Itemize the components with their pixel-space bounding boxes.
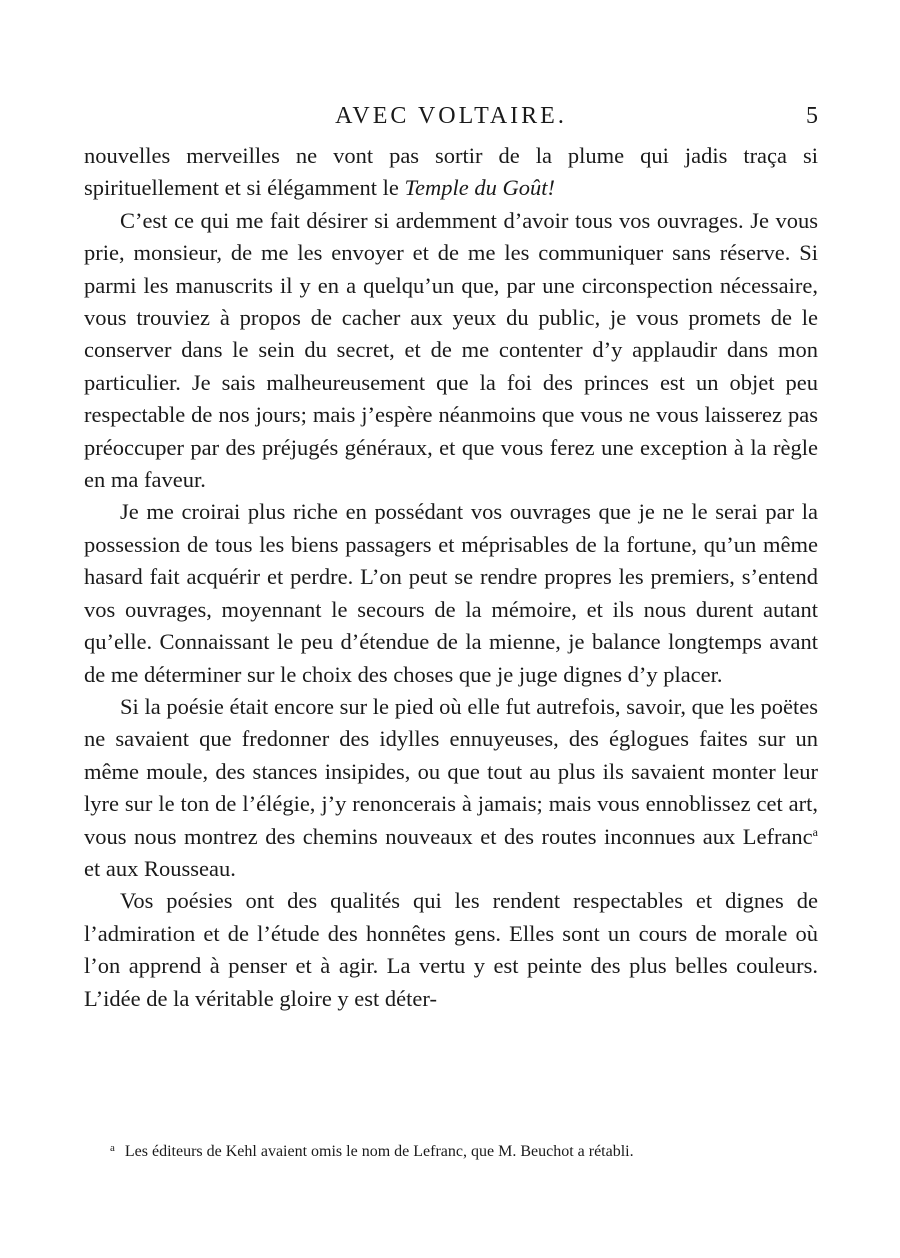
footnote bbox=[110, 1136, 818, 1164]
paragraph-4-text: Si la poésie était encore sur le pied où elle fut autrefois, savoir, que les poëtes ne savaient que fredonner des idylles ennuyeuses, des églogues faites sur un même moule, des stances insipides, ou que tout au plus ils savaient monter leur lyre sur le ton de l’élégie, j’y renoncerais à jamais; mais vous ennoblissez cet art, vous nous montrez des chemins nouveaux et des routes inconnues aux Lefranc bbox=[84, 693, 818, 849]
temple-du-gout-title: Temple du Goût! bbox=[404, 175, 555, 201]
footnote-text: Les éditeurs de Kehl avaient omis le nom de Lefranc, que M. Beuchot a rétabli. bbox=[124, 1143, 634, 1160]
paragraph-4-end: et aux Rousseau. bbox=[84, 855, 236, 881]
paragraph-3: Je me croirai plus riche en possédant vos ouvrages que je ne le serai par la possession de tous les biens passagers et méprisables de la fortune, qu’un même hasard fait acquérir et perdre. L’on peut se rendre propres les premiers, s’entend vos ouvrages, moyennant le secours de la mémoire, et ils nous durent autant qu’elle. Connaissant le peu d’étendue de la mienne, je balance longtemps avant de me déterminer sur le choix des choses que je juge dignes d’y placer. bbox=[84, 499, 818, 687]
footnote-reference-mark: a bbox=[812, 824, 818, 839]
paragraph-5: Vos poésies ont des qualités qui les rendent respectables et dignes de l’admiration et de l’étude des honnêtes gens. Elles sont un cours de morale où l’on apprend à penser et à agir. La vertu y est peinte des plus belles couleurs. L’idée de la véritable gloire y est déter- bbox=[84, 888, 818, 1011]
footnote-letter: a bbox=[110, 1142, 115, 1154]
paragraph-1-text: nouvelles merveilles ne vont pas sortir de la plume qui jadis traça si spirituellement et si élégamment le bbox=[84, 143, 818, 201]
running-title: AVEC VOLTAIRE. bbox=[335, 103, 567, 129]
running-head bbox=[84, 98, 818, 134]
page-number: 5 bbox=[806, 103, 818, 129]
paragraph-4 bbox=[84, 691, 818, 885]
paragraph-2: C’est ce qui me fait désirer si ardemment d’avoir tous vos ouvrages. Je vous prie, monsieur, de me les envoyer et de me les communiquer sans réserve. Si parmi les manuscrits il y en a quelqu’un que, par une circonspection nécessaire, vous trouviez à propos de cacher aux yeux du public, je vous promets de le conserver dans le sein du secret, et de me contenter d’y applaudir dans mon particulier. Je sais malheureusement que la foi des princes est un objet peu respectable de nos jours; mais j’espère néanmoins que vous ne vous laisserez pas préoccuper par des préjugés généraux, et que vous ferez une exception à la règle en ma faveur. bbox=[84, 207, 818, 493]
paragraph-1 bbox=[84, 140, 818, 205]
body-text bbox=[84, 140, 818, 1015]
